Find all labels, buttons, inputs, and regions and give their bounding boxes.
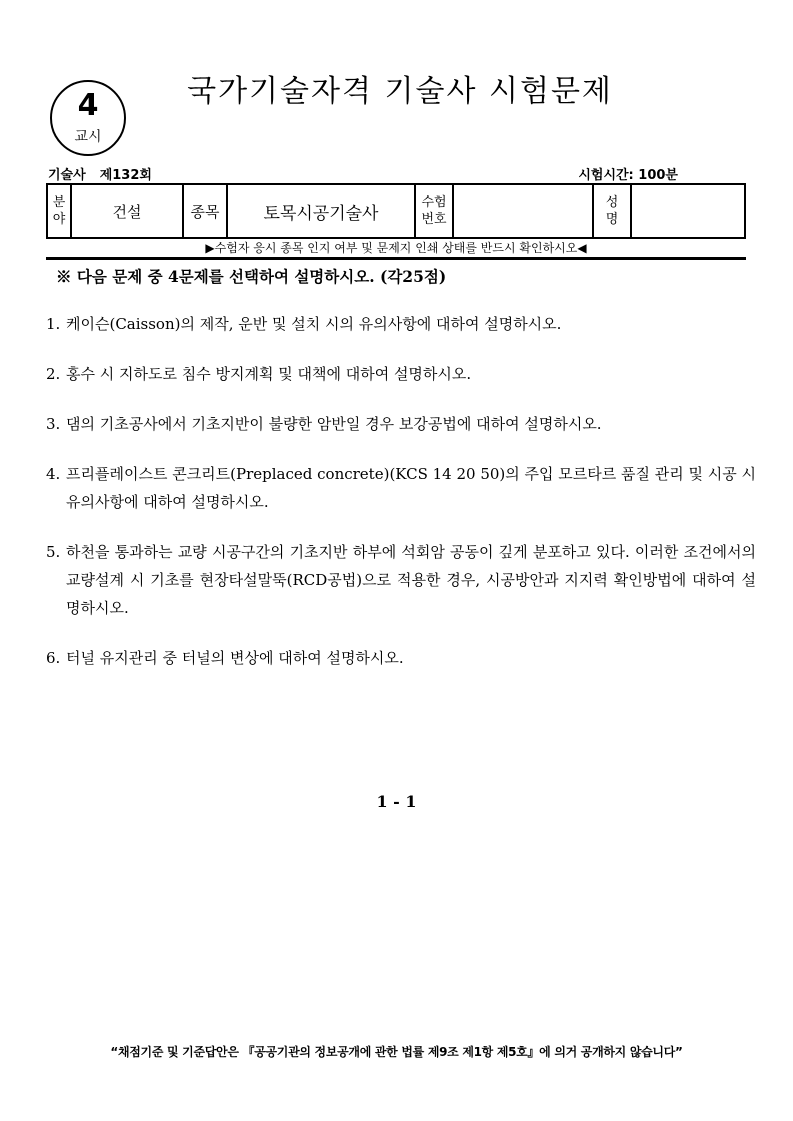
question-number: 4. [46,465,61,483]
category-value-cell [227,184,415,238]
exam-round: 제132회 [99,168,152,183]
question-text: 댐의 기초공사에서 기초지반이 불량한 암반일 경우 보강공법에 대하여 설명하시오. [66,415,602,433]
question-item [46,644,756,672]
exam-number-label-cell [415,184,453,238]
question-number: 6. [46,649,61,667]
question-number: 1. [46,315,61,333]
field-label-cell [47,184,71,238]
footer-disclaimer: “채점기준 및 기준답안은 『공공기관의 정보공개에 관한 법률 제9조 제1항 제5호』에 의거 공개하지 않습니다” [110,1045,683,1059]
exam-info-table [46,183,746,239]
field-label-2: 야 [52,212,66,227]
category-label: 종목 [190,202,220,221]
instruction-text: ※ 다음 문제 중 4문제를 선택하여 설명하시오. (각25점) [56,267,447,286]
question-item [46,410,756,438]
exam-grade: 기술사 [48,168,86,183]
question-item [46,460,756,516]
exam-number-label-1: 수험 [421,195,447,210]
question-text: 터널 유지관리 중 터널의 변상에 대하여 설명하시오. [66,649,404,667]
exam-number-field[interactable] [453,184,593,238]
exam-number-label-2: 번호 [421,212,447,227]
question-list [46,310,756,672]
session-label: 교시 [74,129,102,145]
notice-text: ▶수험자 응시 종목 인지 여부 및 문제지 인쇄 상태를 반드시 확인하시오◀ [205,241,587,255]
name-label-1: 성 [605,195,619,210]
question-number: 2. [46,365,61,383]
session-number: 4 [77,88,99,123]
divider [46,257,746,260]
question-text: 하천을 통과하는 교량 시공구간의 기초지반 하부에 석회암 공동이 깊게 분포하고 있다. 이러한 조건에서의 교량설계 시 기초를 현장타설말뚝(RCD공법)으로 적용한 경우, 시공방안과 지지력 확인방법에 대하여 설명하시오. [66,543,756,617]
exam-grade-round [48,164,152,183]
question-item [46,538,756,622]
page-title: 국가기술자격 기술사 시험문제 [187,74,613,109]
question-text: 홍수 시 지하도로 침수 방지계획 및 대책에 대하여 설명하시오. [66,365,472,383]
exam-meta-row [48,164,748,184]
category-label-cell [183,184,227,238]
name-label-cell [593,184,631,238]
name-field[interactable] [631,184,745,238]
question-text: 케이슨(Caisson)의 제작, 운반 및 설치 시의 유의사항에 대하여 설명하시오. [66,315,562,333]
exam-time-value: 100분 [638,168,678,183]
exam-time-label: 시험시간: [578,168,634,183]
exam-time [578,164,678,183]
question-text: 프리플레이스트 콘크리트(Preplaced concrete)(KCS 14 20 50)의 주입 모르타르 품질 관리 및 시공 시 유의사항에 대하여 설명하시오. [66,465,756,511]
session-badge [50,80,126,156]
field-value: 건설 [112,202,142,221]
question-number: 5. [46,543,61,561]
page-number: 1 - 1 [376,792,417,811]
name-label-2: 명 [605,212,619,227]
field-label-1: 분 [52,195,66,210]
field-value-cell [71,184,183,238]
question-item [46,310,756,338]
category-value: 토목시공기술사 [263,203,379,224]
question-number: 3. [46,415,61,433]
question-item [46,360,756,388]
